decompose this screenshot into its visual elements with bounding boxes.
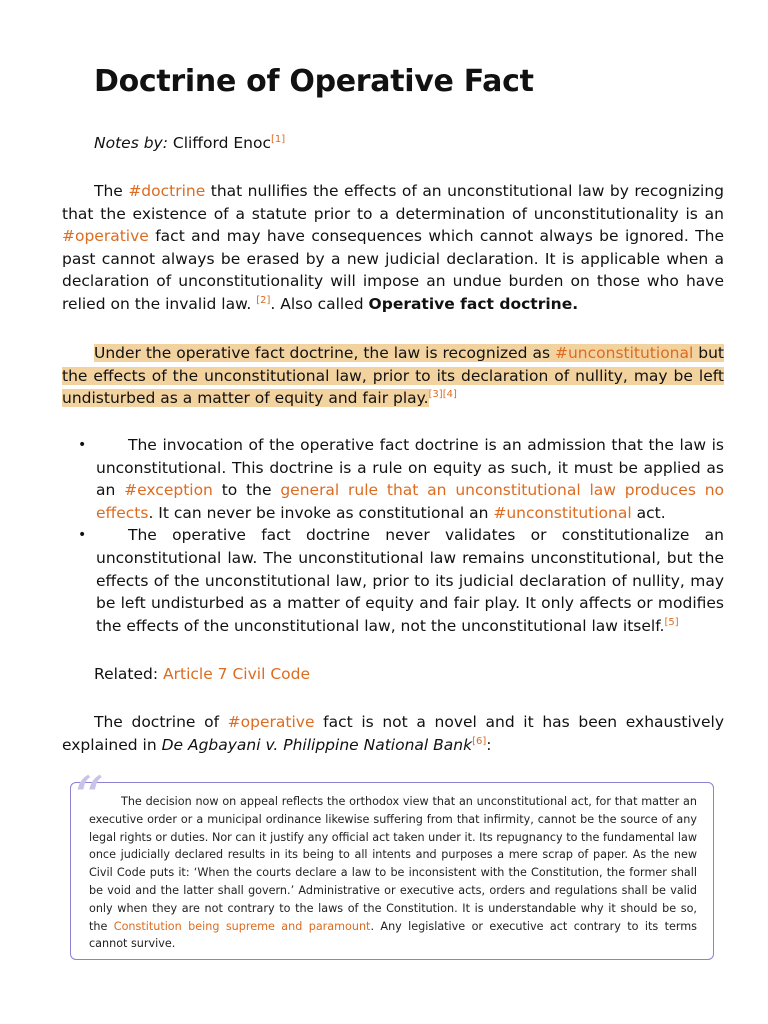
case-intro-paragraph xyxy=(62,711,724,756)
text-span: The xyxy=(94,182,129,200)
notes-author: Clifford Enoc xyxy=(172,134,271,152)
bold-term: Operative fact doctrine. xyxy=(368,294,579,313)
general-rule-link[interactable]: general rule that an unconstitutional law produces no effects xyxy=(96,481,725,522)
text-span: The decision now on appeal reflects the orthodox view that an unconstitutional act, for that matter an executive order or a municipal ordinance likewise suffering from that infirmity, cannot be the source of any legal rights or duties. Nor can it justify any official act taken under it. Its repugnancy to the fundamental law once judicially declared results in its being to all intents and purposes a mere scrap of paper. As the new Civil Code puts it: ‘When the courts declare a law to be inconsistent with the Constitution, the former shall be void and the latter shall govern.’ Administrative or executive acts, orders and regulations shall be valid only when they are not contrary to the laws of the Constitution. It is understandable why it should be so, the xyxy=(89,795,697,933)
footnote-ref-3-4[interactable]: [3][4] xyxy=(428,389,457,401)
list-item xyxy=(96,524,724,637)
tag-operative-link[interactable]: #operative xyxy=(62,227,149,246)
tag-exception-link[interactable]: #exception xyxy=(124,481,213,500)
text-span: : xyxy=(486,735,492,754)
tag-unconstitutional-link[interactable]: #unconstitutional xyxy=(554,344,694,362)
highlighted-paragraph xyxy=(62,342,724,410)
definition-paragraph xyxy=(62,180,724,316)
text-span: . Also called xyxy=(270,294,369,313)
tag-doctrine-link[interactable]: #doctrine xyxy=(128,182,206,200)
list-item xyxy=(96,434,724,524)
tag-operative-link[interactable]: #operative xyxy=(227,713,315,731)
text-span: but the effects of the unconstitutional law, prior to its declaration of nullity, may be left undisturbed as a matter of equity and fair play. xyxy=(62,344,724,408)
text-span: that nullifies the effects of an unconstitutional law by recognizing that the existence of a statute prior to a determination of unconstitutionality is an xyxy=(62,182,724,223)
notes-label: Notes by: xyxy=(94,134,168,152)
text-span: . Any legislative or executive act contrary to its terms cannot survive. xyxy=(89,919,697,951)
page-title: Doctrine of Operative Fact xyxy=(94,64,534,99)
text-span: to the xyxy=(212,481,281,500)
bullet-list xyxy=(96,434,724,637)
footnote-ref-2[interactable]: [2] xyxy=(256,294,271,306)
related-label: Related: xyxy=(94,665,164,683)
text-span: The doctrine of xyxy=(94,713,228,731)
highlight-span xyxy=(62,344,724,407)
text-span: Under the operative fact doctrine, the law is recognized as xyxy=(94,344,555,362)
notes-line xyxy=(94,132,285,155)
blockquote xyxy=(70,764,714,960)
quote-text xyxy=(89,793,697,953)
footnote-ref-1[interactable]: [1] xyxy=(270,133,286,145)
footnote-ref-6[interactable]: [6] xyxy=(472,735,487,747)
related-line xyxy=(94,663,310,686)
tag-unconstitutional-link[interactable]: #unconstitutional xyxy=(493,503,632,522)
footnote-ref-5[interactable]: [5] xyxy=(664,616,679,628)
quote-mark-icon: “ xyxy=(73,764,104,834)
text-span: act. xyxy=(631,503,666,522)
related-article-link[interactable]: Article 7 Civil Code xyxy=(163,665,310,683)
text-span: . It can never be invoke as constitutional an xyxy=(148,503,494,522)
text-span: fact and may have consequences which cannot always be ignored. The past cannot always be erased by a new judicial declaration. It is applicable when a declaration of unconstitutionality will impose an undue burden on those who have relied on the invalid law. xyxy=(62,227,724,313)
text-span: The invocation of the operative fact doctrine is an admission that the law is unconstitutional. This doctrine is a rule on equity as such, it must be applied as an xyxy=(96,436,724,500)
text-span: fact is not a novel and it has been exhaustively explained in xyxy=(62,713,724,754)
case-name: De Agbayani v. Philippine National Bank xyxy=(161,735,473,754)
text-span: The operative fact doctrine never validates or constitutionalize an unconstitutional law. The unconstitutional law remains unconstitutional, but the effects of the unconstitutional law, prior to its judicial declaration of nullity, may be left undisturbed as a matter of equity and fair play. It only affects or modifies the effects of the unconstitutional law, not the unconstitutional law itself. xyxy=(96,526,724,635)
constitution-link[interactable]: Constitution being supreme and paramount xyxy=(113,919,371,933)
